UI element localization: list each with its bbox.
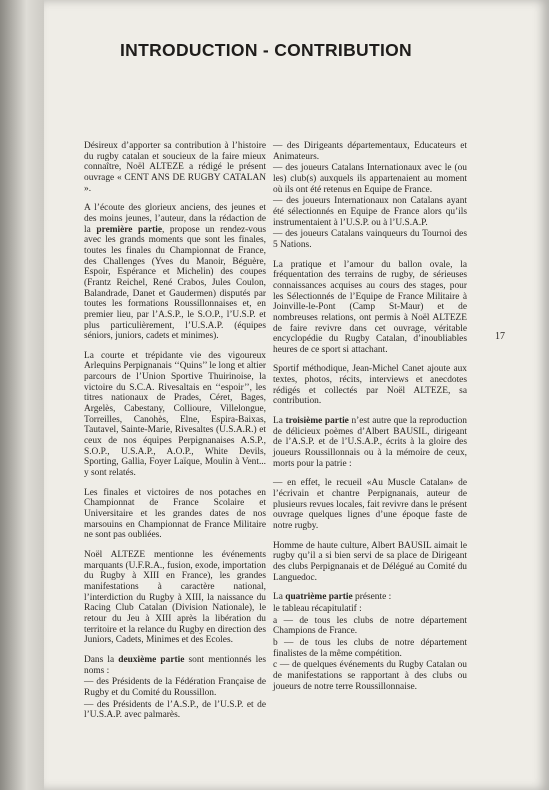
paragraph-school-military: Les finales et victoires de nos potaches en Championnat de France Scolaire et Universitaire et les grandes dates de nos marsouins en Championnat de France Militaire ne sont pas oubliées. [84, 487, 266, 541]
paragraph-first-part [84, 203, 266, 342]
list-item: c — de quelques événements du Rugby Catalan ou de manifestations se rapportant à des clubs ou joueurs de notre terre Roussillonnaise. [273, 660, 467, 692]
paragraph-clubs: La courte et trépidante vie des vigoureux Arlequins Perpignanais ‘‘Quins’’ le long et altier parcours de l’Union Sportive Thuirinoise, la victoire du S.C.A. Rivesaltais en ‘‘espoir’’, les titres nationaux de Prades, Céret, Bages, Argelès, Cabestany, Collioure, Villelongue, Torreilles, Canohès, Elne, Espira-Baixas, Tautavel, Sainte-Marie, Rivesaltes (U.S.A.R.) et ceux de nos équipes Perpignanaises A.S.P., S.O.P., U.S.A.P., A.O.P., White Devils, Sporting, Gallia, Foyer Laïque, Moulin à Vent... y sont relatés. [84, 350, 266, 479]
text-run: , propose un rendez-vous avec les grands moments que sont les finales, toutes les finales du Championnat de France, des Challenges (Yves du Manoir, Béguère, Espoir, Espérance et Michelin) des coupes (Frantz Reichel, René Crabos, Jules Coulon, Balandrade, Danet et Gaudermen) disputés par toutes les formations Roussillonnaises et, en premier lieu, par l’A.S.P., le S.O.P., l’U.S.P. et plus particulièrement, l’U.S.A.P. (équipes séniors, juniors, cadets et minimes). [84, 224, 266, 342]
paragraph-bausil: Homme de haute culture, Albert BAUSIL aimait le rugby qu’il a si bien servi de sa place de Dirigeant des clubs Perpignanais et de Délégué au Comité du Languedoc. [273, 540, 467, 583]
page-title: INTRODUCTION - CONTRIBUTION [120, 40, 412, 60]
paragraph-fourth-part [273, 592, 467, 603]
list-item: b — de tous les clubs de notre département finalistes de la même compétition. [273, 637, 467, 659]
paragraph-practice: La pratique et l’amour du ballon ovale, la fréquentation des terrains de rugby, de sérieuses connaissances acquises au cours des stages, pour les Sélectionnés de l’Equipe de France Militaire à Joinville-le-Pont (Camp St-Maur) et de nombreuses relations, ont permis à Noël ALTEZE de faire revivre dans cet ouvrage, véritable encyclopédie du Rugby Catalan, d’inoubliables heures de ce sport si attachant. [273, 259, 467, 355]
text-run: A l’écoute des glorieux anciens, des jeunes et des moins jeunes, l’auteur, dans la rédaction de la [84, 203, 266, 235]
first-part-heading: première partie [96, 224, 162, 235]
right-column [273, 141, 467, 693]
paragraph-intro: Désireux d’apporter sa contribution à l’histoire du rugby catalan et soucieux de la faire mieux connaître, Noël ALTEZE a rédigé le présent ouvrage « CENT ANS DE RUGBY CATALAN ». [84, 141, 266, 194]
list-item: — des Présidents de la Fédération Française de Rugby et du Comité du Roussillon. [84, 677, 266, 698]
text-run: n’est autre que la reproduction de délicieux poèmes d’Albert BAUSIL, dirigeant de l’A.S.P. et de l’U.S.A.P., écrits à la gloire des joueurs Roussillonnais ou à la mémoire de ceux, morts pour la patrie : [273, 416, 467, 469]
text-run: sont mentionnés les noms : [84, 654, 266, 676]
paragraph-third-part [273, 416, 467, 469]
paragraph-events: Noël ALTEZE mentionne les événements marquants (U.F.R.A., fusion, exode, importation du Rugby à XIII en France), les grandes manifestations à caractère national, l’interdiction du Rugby à XIII, la naissance du Racing Club Catalan (Division Nationale), le retour du Jeu à XIII après la libération du territoire et la relance du Rugby en direction des Juniors, Cadets, Minimes et des Ecoles. [84, 549, 266, 646]
third-part-heading: troisième partie [285, 416, 349, 427]
list-item: — des joueurs Catalans Internationaux avec le (ou les) club(s) auxquels ils appartenaient au moment où ils ont été retenus en Equipe de France. [273, 163, 467, 195]
paragraph-recueil: — en effet, le recueil «Au Muscle Catalan» de l’écrivain et chantre Perpignanais, auteur de plusieurs revues locales, fait revivre dans le présent ouvrage quelques lignes d’une époque faste de notre rugby. [273, 478, 467, 531]
paragraph-table-intro: le tableau récapitulatif : [273, 603, 362, 614]
previous-page-edge [0, 0, 48, 790]
list-item: — des joueurs Catalans vainqueurs du Tournoi des 5 Nations. [273, 229, 467, 250]
list-item: a — de tous les clubs de notre département Champions de France. [273, 615, 467, 637]
list-item: — des joueurs Internationaux non Catalans ayant été sélectionnés en Equipe de France alors qu’ils instrumentaient à l’U.S.P. ou à l’U.S.A.P. [273, 196, 467, 228]
fourth-part-heading: quatrième partie [285, 592, 353, 603]
list-item: — des Dirigeants départementaux, Educateurs et Animateurs. [273, 141, 467, 162]
left-column [84, 141, 266, 722]
paragraph-second-part [84, 655, 266, 676]
paragraph-canet: Sportif méthodique, Jean-Michel Canet ajoute aux textes, photos, récits, interviews et anecdotes rédigés et collectés par Noël ALTEZE, sa contribution. [273, 364, 467, 407]
second-part-heading: deuxième partie [118, 654, 185, 665]
text-run: Dans la [84, 654, 119, 665]
text-run: présente : [352, 592, 392, 603]
page-number: 17 [495, 331, 505, 342]
text-run: La [273, 416, 286, 427]
text-run: La [273, 592, 286, 603]
list-item: — des Présidents de l’A.S.P., de l’U.S.P. et de l’U.S.A.P. avec palmarès. [84, 699, 266, 721]
